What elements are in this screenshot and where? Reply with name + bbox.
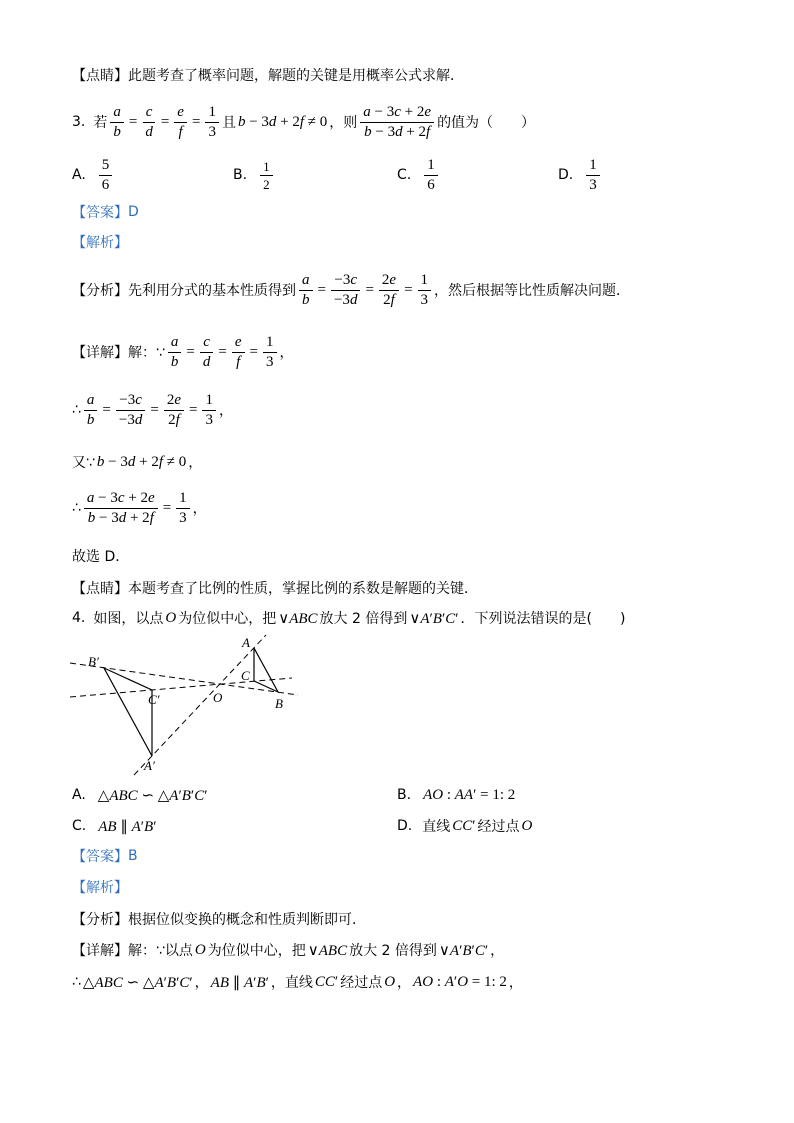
equals-sign: =	[162, 499, 172, 516]
fraction	[379, 272, 399, 309]
numerator: a − 3c + 2e	[84, 490, 158, 509]
stem-text: 放大 2 倍得到	[319, 611, 408, 627]
xiangjie-text: 为位似中心，把	[207, 943, 306, 959]
fenxi-pre: 先利用分式的基本性质得到	[128, 283, 296, 299]
option-label: D.	[397, 818, 413, 834]
q3-step3-line	[72, 450, 202, 474]
option-expression: O	[521, 817, 533, 834]
numerator: a	[84, 392, 98, 411]
fraction	[331, 272, 360, 309]
equals-sign: =	[317, 281, 326, 298]
step3-post: ，	[188, 455, 203, 471]
q4-xiangjie-line	[72, 938, 504, 962]
step-text: ，	[194, 975, 209, 991]
fraction	[116, 392, 145, 429]
equals-sign: =	[404, 281, 413, 298]
numerator: 1	[202, 392, 216, 411]
step-text: ，	[397, 975, 412, 991]
fraction-1-3	[176, 490, 190, 527]
target-fraction	[360, 104, 434, 141]
denominator: 3	[266, 353, 274, 370]
numerator: 1	[418, 272, 432, 291]
point-o: O	[194, 941, 206, 958]
q3-ask: 的值为（ ）	[437, 115, 536, 131]
denominator: 3	[420, 291, 429, 308]
label-b: B	[275, 696, 283, 711]
step-text: 经过点	[340, 975, 383, 991]
q3-xiangjie-line	[72, 330, 294, 374]
numerator: −3c	[331, 272, 360, 291]
label-c: C	[241, 668, 250, 683]
denominator: b − 3d + 2f	[87, 509, 154, 526]
denominator: 6	[101, 176, 110, 193]
q4-option-a	[72, 783, 210, 807]
option-label: A.	[72, 167, 86, 183]
denominator: 6	[427, 176, 435, 193]
equals-sign: =	[150, 401, 159, 418]
q3-dianjing-line	[72, 576, 478, 600]
numerator: a − 3c + 2e	[360, 104, 434, 123]
equals-sign: =	[186, 343, 195, 360]
option-fraction	[260, 159, 273, 192]
numerator: a	[168, 334, 182, 353]
denominator: −3d	[118, 411, 143, 428]
label-c-prime: C′	[148, 692, 160, 707]
q3-option-a	[72, 153, 115, 197]
denominator: −3d	[333, 291, 358, 308]
denominator: 2f	[168, 411, 180, 428]
q3-conclusion	[72, 544, 129, 568]
numerator: 2e	[379, 272, 399, 291]
numerator: e	[232, 334, 245, 353]
denominator: f	[178, 123, 183, 140]
step-text: ，	[508, 975, 523, 991]
numerator: a	[299, 272, 313, 291]
denominator: f	[236, 353, 241, 370]
denominator: 3	[208, 123, 216, 140]
numerator: e	[174, 104, 187, 123]
dianjing-text: 本题考查了比例的性质，掌握比例的系数是解题的关键．	[128, 581, 478, 597]
q3-step2-line	[72, 388, 233, 432]
therefore-symbol: ∴	[72, 402, 81, 418]
equals-sign: =	[249, 343, 258, 360]
numerator: 1	[586, 157, 600, 176]
therefore-symbol: ∴	[72, 974, 81, 990]
step3-expression: b − 3d + 2f ≠ 0	[96, 453, 187, 470]
option-expression: AB ∥ A′B′	[98, 818, 157, 835]
denominator: b	[86, 411, 95, 428]
dianjing-tag: 【点睛】	[72, 581, 128, 597]
answer-tag: 【答案】	[72, 849, 128, 865]
numerator: c	[200, 334, 213, 353]
stem-text: ．下列说法错误的是( )	[460, 611, 626, 627]
dashed-line-c1-c	[70, 678, 292, 697]
option-expression: CC′	[452, 817, 476, 834]
q3-answer-line	[72, 200, 139, 224]
denominator: 2f	[383, 291, 395, 308]
triangle-abc: ∨ABC	[307, 942, 348, 959]
denominator: 2	[263, 176, 270, 192]
analysis-tag: 【解析】	[72, 880, 128, 896]
option-expression: △ABC ∽ △A′B′C′	[97, 787, 208, 804]
xiangjie-text: 解：∵以点	[128, 943, 193, 959]
point-o: O	[384, 973, 396, 990]
conclusion-text: 故选 D．	[72, 549, 130, 565]
equals-sign: =	[102, 401, 111, 418]
triangle-abc: ∨ABC	[278, 610, 318, 627]
numerator: c	[143, 104, 156, 123]
q3-option-b	[233, 153, 276, 197]
triangle-a1b1c1: ∨A′B′C′	[438, 942, 489, 959]
numerator: 1	[176, 490, 190, 509]
option-label: A.	[72, 787, 86, 803]
equals-sign: =	[218, 343, 227, 360]
q3-if: 若	[93, 115, 108, 131]
q4-step-line	[72, 970, 523, 994]
fenxi-tag: 【分析】	[72, 283, 128, 299]
label-o: O	[213, 690, 223, 705]
denominator: 3	[589, 176, 597, 193]
label-a: A	[242, 635, 250, 650]
q3-then: ，则	[329, 115, 358, 131]
q4-fenxi-line	[72, 907, 366, 931]
stem-text: 如图，以点	[93, 611, 164, 627]
fraction	[299, 272, 313, 309]
numerator: −3c	[116, 392, 145, 411]
numerator: a	[110, 104, 124, 123]
ratio-expression: AO : A′O = 1: 2	[413, 973, 507, 990]
label-a-prime: A′	[144, 758, 155, 773]
numerator: 2e	[164, 392, 184, 411]
q4-option-c	[72, 814, 158, 838]
triangle-abc-shape	[254, 648, 278, 692]
equals-sign: =	[191, 113, 201, 130]
option-label: C.	[397, 167, 412, 183]
q4-number: 4.	[72, 610, 86, 626]
xiangjie-text: ，	[490, 943, 505, 959]
answer-tag: 【答案】	[72, 205, 128, 221]
fenxi-post: ，然后根据等比性质解决问题．	[434, 283, 631, 299]
step4-post: ，	[192, 501, 207, 517]
option-fraction	[424, 157, 438, 194]
q4-option-b	[397, 783, 517, 807]
fraction-e-f	[174, 104, 187, 141]
step-text: ，直线	[270, 975, 313, 991]
fenxi-tag: 【分析】	[72, 912, 128, 928]
option-label: B.	[233, 167, 248, 183]
therefore-symbol: ∴	[72, 500, 81, 516]
option-expression: AO : AA′ = 1: 2	[423, 786, 516, 803]
answer-value: B	[128, 848, 138, 864]
homothety-figure	[60, 630, 310, 780]
denominator: b − 3d + 2f	[364, 123, 431, 140]
fraction	[232, 334, 245, 371]
fraction-a-b	[110, 104, 124, 141]
q4-answer-line	[72, 844, 138, 868]
target-fraction	[84, 490, 158, 527]
line-cc-prime: CC′	[314, 973, 339, 990]
denominator: 3	[179, 509, 187, 526]
q4-option-d	[397, 814, 534, 838]
q3-condition: b − 3d + 2f ≠ 0	[237, 113, 328, 130]
denominator: d	[145, 123, 153, 140]
numerator: 1	[424, 157, 438, 176]
numerator: 1	[263, 334, 277, 353]
q3-fenxi-line	[72, 268, 630, 312]
denominator: b	[170, 353, 179, 370]
stem-text: 为位似中心，把	[178, 611, 277, 627]
denominator: 3	[205, 411, 213, 428]
equals-sign: =	[160, 113, 170, 130]
fraction	[263, 334, 277, 371]
option-fraction	[586, 157, 600, 194]
option-label: D.	[558, 167, 574, 183]
fraction	[84, 392, 98, 429]
prev-dianjing-line	[72, 63, 464, 87]
dianjing-tag: 【点睛】	[72, 68, 128, 84]
option-label: B.	[397, 787, 412, 803]
fraction	[164, 392, 184, 429]
xiangjie-pre: 解：∵	[128, 345, 165, 361]
denominator: b	[302, 291, 310, 308]
numerator: 1	[260, 159, 273, 176]
fraction-1-3	[205, 104, 219, 141]
option-text: 直线	[422, 819, 451, 835]
denominator: b	[113, 123, 121, 140]
fraction	[168, 334, 182, 371]
q3-option-d	[558, 153, 603, 197]
xiangjie-text: 放大 2 倍得到	[349, 943, 437, 959]
q4-analysis-heading	[72, 875, 128, 899]
xiangjie-post: ，	[279, 345, 294, 361]
equals-sign: =	[189, 401, 198, 418]
fenxi-text: 根据位似变换的概念和性质判断即可．	[128, 912, 366, 928]
xiangjie-tag: 【详解】	[72, 943, 128, 959]
option-label: C.	[72, 818, 87, 834]
fraction-c-d	[142, 104, 156, 141]
option-text: 经过点	[477, 819, 520, 835]
step2-post: ，	[218, 403, 233, 419]
triangle-a1b1c1-shape	[104, 668, 152, 756]
parallel-expression: AB ∥ A′B′	[210, 974, 269, 991]
similarity-expression: △ABC ∽ △A′B′C′	[82, 974, 193, 991]
analysis-tag: 【解析】	[72, 235, 128, 251]
q3-analysis-heading	[72, 230, 128, 254]
q3-and: 且	[221, 115, 236, 131]
fraction	[200, 334, 214, 371]
q3-number: 3.	[72, 114, 86, 130]
step3-pre: 又∵	[72, 455, 95, 471]
label-b-prime: B′	[88, 654, 99, 669]
option-fraction	[99, 157, 113, 194]
fraction	[418, 272, 432, 309]
answer-value: D	[128, 204, 139, 220]
fraction	[202, 392, 216, 429]
dianjing-text: 此题考查了概率问题，解题的关键是用概率公式求解．	[128, 68, 464, 84]
q3-option-c	[397, 153, 441, 197]
q3-step4-line	[72, 486, 207, 530]
equals-sign: =	[128, 113, 138, 130]
numerator: 1	[205, 104, 219, 123]
q3-stem	[72, 100, 535, 144]
numerator: 5	[99, 157, 113, 176]
xiangjie-tag: 【详解】	[72, 345, 128, 361]
point-o: O	[165, 609, 177, 626]
equals-sign: =	[365, 281, 374, 298]
q4-stem	[72, 606, 625, 630]
triangle-a1b1c1: ∨A′B′C′	[409, 610, 459, 627]
denominator: d	[202, 353, 211, 370]
